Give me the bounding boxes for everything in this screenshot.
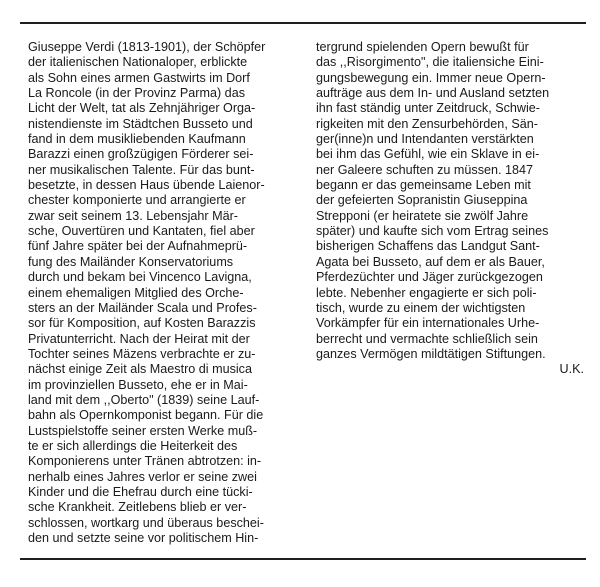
text-line: zwar seit seinem 13. Lebensjahr Mär- bbox=[28, 208, 238, 223]
text-line: bahn als Opernkomponist begann. Für die bbox=[28, 408, 264, 423]
top-rule bbox=[20, 22, 586, 24]
text-line: nerhalb eines Jahres verlor er seine zwei bbox=[28, 469, 257, 484]
text-line: land mit dem ,,Oberto" (1839) seine Lauf- bbox=[28, 392, 260, 407]
text-line: schlossen, wortkarg und überaus beschei- bbox=[28, 515, 264, 530]
text-line: Agata bei Busseto, auf dem er als Bauer, bbox=[316, 254, 545, 269]
text-line: ganzes Vermögen mildtätigen Stiftungen. bbox=[316, 346, 546, 361]
text-line: tisch, wurde zu einem der wichtigsten bbox=[316, 300, 526, 315]
text-line: fung des Mailänder Konservatoriums bbox=[28, 254, 234, 269]
text-line: Giuseppe Verdi (1813-1901), der Schöpfer bbox=[28, 40, 266, 54]
text-line: lebte. Nebenher engagierte er sich poli- bbox=[316, 285, 537, 300]
text-line: aufträge aus dem In- und Ausland setzten bbox=[316, 86, 550, 101]
text-line: später) und kaufte sich vom Ertrag seines bbox=[316, 224, 549, 239]
text-line: Licht der Welt, tat als Zehnjähriger Orga- bbox=[28, 101, 256, 116]
text-line: chester komponierte und arrangierte er bbox=[28, 193, 246, 208]
text-line: Lustspielstoffe seiner ersten Werke muß- bbox=[28, 423, 258, 438]
text-line: sor für Komposition, auf Kosten Barazzis bbox=[28, 316, 256, 331]
text-line: ner musikalischen Talente. Für das bunt- bbox=[28, 162, 255, 177]
right-column bbox=[316, 40, 586, 378]
left-column bbox=[28, 40, 304, 546]
text-line: durch und bekam bei Vincenco Lavigna, bbox=[28, 270, 252, 285]
text-line: als Sohn eines armen Gastwirts im Dorf bbox=[28, 70, 250, 85]
text-line: berrecht und vermachte schließlich sein bbox=[316, 331, 538, 346]
text-line: gungsbewegung ein. Immer neue Opern- bbox=[316, 70, 546, 85]
text-line: Privatunterricht. Nach der Heirat mit der bbox=[28, 331, 250, 346]
text-line: ner Galeere schuften zu müssen. 1847 bbox=[316, 162, 534, 177]
text-line: im provinziellen Busseto, ehe er in Mai- bbox=[28, 377, 248, 392]
text-line: sche, Ouvertüren und Kantaten, fiel aber bbox=[28, 224, 255, 239]
text-line: Tochter seines Mäzens verbrachte er zu- bbox=[28, 346, 256, 361]
text-line: begann er das gemeinsame Leben mit bbox=[316, 178, 531, 193]
text-line: nistendienste im Städtchen Busseto und bbox=[28, 116, 253, 131]
text-line: ihn fast ständig unter Zeitdruck, Schwie- bbox=[316, 101, 540, 116]
text-line: rigkeiten mit den Zensurbehörden, Sän- bbox=[316, 116, 538, 131]
text-line: La Roncole (in der Provinz Parma) das bbox=[28, 86, 245, 101]
text-line: bisherigen Schaffens das Landgut Sant- bbox=[316, 239, 540, 254]
text-line: tergrund spielenden Opern bewußt für bbox=[316, 40, 529, 54]
text-line: einem ehemaligen Mitglied des Orche- bbox=[28, 285, 244, 300]
text-line: Pferdezüchter und Jäger zurückgezogen bbox=[316, 270, 543, 285]
text-line: bei ihm das Gefühl, wie ein Sklave in ei- bbox=[316, 147, 540, 162]
text-line: den und setzte seine vor politischem Hin- bbox=[28, 531, 259, 545]
author-signature: U.K. bbox=[559, 362, 584, 377]
text-line: das ,,Risorgimento", die italiensiche Eini- bbox=[316, 55, 544, 70]
text-line: besetzte, in dessen Haus übende Laienor- bbox=[28, 178, 265, 193]
text-line: Vorkämpfer für ein internationales Urhe- bbox=[316, 316, 540, 331]
text-line: nächst einige Zeit als Maestro di musica bbox=[28, 362, 252, 377]
text-line: te er sich allerdings die Heiterkeit des bbox=[28, 438, 238, 453]
text-line: fand in dem musikliebenden Kaufmann bbox=[28, 132, 246, 147]
text-line: Strepponi (er heiratete sie zwölf Jahre bbox=[316, 208, 529, 223]
text-line: der gefeierten Sopranistin Giuseppina bbox=[316, 193, 528, 208]
text-line: sche Krankheit. Zeitlebens blieb er ver- bbox=[28, 500, 247, 515]
text-line: der italienischen Nationaloper, erblickte bbox=[28, 55, 248, 70]
text-line: ger(inne)n und Intendanten verstärkten bbox=[316, 132, 534, 147]
text-line: Komponierens unter Tränen abtrotzen: in- bbox=[28, 454, 262, 469]
text-line: sters an der Mailänder Scala und Profes- bbox=[28, 300, 257, 315]
text-line: fünf Jahre später bei der Aufnahmeprü- bbox=[28, 239, 248, 254]
text-line: Kinder und die Ehefrau durch eine tücki- bbox=[28, 484, 253, 499]
text-line: Barazzi einen großzügigen Förderer sei- bbox=[28, 147, 254, 162]
bottom-rule bbox=[20, 558, 586, 560]
